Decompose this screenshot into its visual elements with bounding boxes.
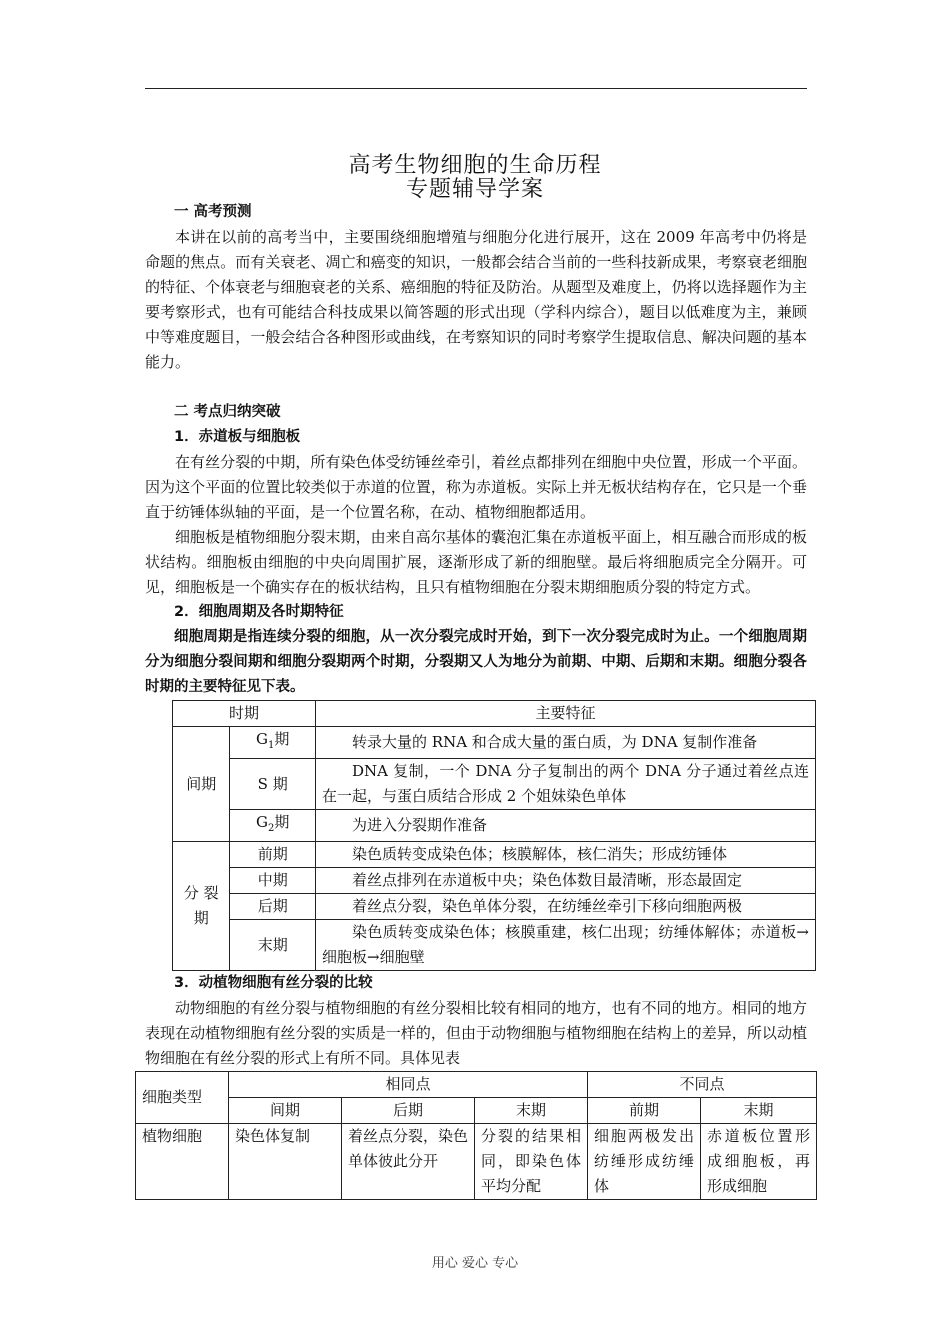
- table1-mitosis: 分 裂 期: [173, 842, 230, 971]
- table1-s-feature: DNA 复制，一个 DNA 分子复制出的两个 DNA 分子通过着丝点连在一起，与蛋白质结合形成 2 个姐妹染色单体: [316, 759, 816, 810]
- table2-anaphase: 后期: [342, 1098, 475, 1124]
- cell-cycle-table: [172, 700, 816, 971]
- table2-plant: 植物细胞: [136, 1124, 229, 1200]
- doc-title-line2: 专题辅导学案: [405, 177, 544, 202]
- table1-metaphase-feature: 着丝点排列在赤道板中央；染色体数目最清晰，形态最固定: [316, 868, 816, 894]
- table2-telophase: 末期: [475, 1098, 588, 1124]
- subsection2-heading: 2．细胞周期及各时期特征: [174, 604, 344, 620]
- table2-telophase2: 末期: [701, 1098, 817, 1124]
- table1-g2-feature: 为进入分裂期作准备: [316, 810, 816, 842]
- header-rule: [145, 88, 807, 89]
- page-footer: 用心 爱心 专心: [431, 1256, 519, 1271]
- table2-cell-type: 细胞类型: [136, 1072, 229, 1124]
- table2-diff: 不同点: [588, 1072, 817, 1098]
- table1-telophase-feature: 染色质转变成染色体；核膜重建，核仁出现；纺缍体解体；赤道板→细胞板→细胞壁: [316, 920, 816, 971]
- subsection3-heading: 3．动植物细胞有丝分裂的比较: [174, 975, 373, 991]
- subsection1-paragraph1: 在有丝分裂的中期，所有染色体受纺锤丝牵引，着丝点都排列在细胞中央位置，形成一个平面。因为这个平面的位置比较类似于赤道的位置，称为赤道板。实际上并无板状结构存在，它只是一个垂直于纺锤体纵轴的平面，是一个位置名称，在动、植物细胞都适用。: [145, 453, 807, 521]
- table2-plant-anaphase: 着丝点分裂，染色单体彼此分开: [342, 1124, 475, 1200]
- table1-prophase: 前期: [230, 842, 316, 868]
- table1-metaphase: 中期: [230, 868, 316, 894]
- table2-plant-telophase: 分裂的结果相同，即染色体平均分配: [475, 1124, 588, 1200]
- table2-prophase: 前期: [588, 1098, 701, 1124]
- subsection1-heading: 1．赤道板与细胞板: [174, 429, 301, 445]
- table2-plant-interphase: 染色体复制: [229, 1124, 342, 1200]
- table1-header-period: 时期: [173, 701, 316, 727]
- table1-g2: $G_2$期: [230, 810, 316, 842]
- doc-body: [142, 200, 810, 1200]
- table1-g1: $G_1$期: [230, 727, 316, 759]
- table1-prophase-feature: 染色质转变成染色体；核膜解体，核仁消失；形成纺锤体: [316, 842, 816, 868]
- table1-anaphase-feature: 着丝点分裂，染色单体分裂，在纺缍丝牵引下移向细胞两极: [316, 894, 816, 920]
- table2-plant-prophase: 细胞两极发出纺缍形成纺缍体: [588, 1124, 701, 1200]
- mitosis-comparison-table: [135, 1071, 817, 1200]
- table1-telophase: 末期: [230, 920, 316, 971]
- section2-heading: 二 考点归纳突破: [174, 404, 281, 420]
- table2-plant-telophase2: 赤道板位置形成细胞板，再形成细胞: [701, 1124, 817, 1200]
- table2-same: 相同点: [229, 1072, 588, 1098]
- table2-interphase: 间期: [229, 1098, 342, 1124]
- section1-paragraph: 本讲在以前的高考当中，主要围绕细胞增殖与细胞分化进行展开，这在 2009 年高考中仍将是命题的焦点。而有关衰老、凋亡和癌变的知识，一般都会结合当前的一些科技新成果，考察衰老细胞的特征、个体衰老与细胞衰老的关系、癌细胞的特征及防治。从题型及难度上，仍将以选择题作为主要考察形式，也有可能结合科技成果以简答题的形式出现（学科内综合），题目以低难度为主，兼顾中等难度题目，一般会结合各种图形或曲线，在考察知识的同时考察学生提取信息、解决问题的基本能力。: [145, 228, 807, 371]
- table1-g1-feature: 转录大量的 RNA 和合成大量的蛋白质，为 DNA 复制作准备: [316, 727, 816, 759]
- subsection3-paragraph: 动物细胞的有丝分裂与植物细胞的有丝分裂相比较有相同的地方，也有不同的地方。相同的地方表现在动植物细胞有丝分裂的实质是一样的，但由于动物细胞与植物细胞在结构上的差异，所以动植物细胞在有丝分裂的形式上有所不同。具体见表: [145, 999, 807, 1067]
- subsection1-paragraph2: 细胞板是植物细胞分裂末期，由来自高尔基体的囊泡汇集在赤道板平面上，相互融合而形成的板状结构。细胞板由细胞的中央向周围扩展，逐渐形成了新的细胞壁。最后将细胞质完全分隔开。可见，细胞板是一个确实存在的板状结构，且只有植物细胞在分裂末期细胞质分裂的特定方式。: [145, 528, 807, 596]
- table1-header-feature: 主要特征: [316, 701, 816, 727]
- doc-title-line1: 高考生物细胞的生命历程: [348, 153, 602, 178]
- table1-s: S 期: [230, 759, 316, 810]
- subsection2-paragraph: 细胞周期是指连续分裂的细胞，从一次分裂完成时开始，到下一次分裂完成时为止。一个细胞周期分为细胞分裂间期和细胞分裂期两个时期，分裂期又人为地分为前期、中期、后期和末期。细胞分裂各时期的主要特征见下表。: [145, 629, 807, 695]
- table1-anaphase: 后期: [230, 894, 316, 920]
- table1-interphase: 间期: [173, 727, 230, 842]
- section1-heading: 一 高考预测: [174, 204, 252, 220]
